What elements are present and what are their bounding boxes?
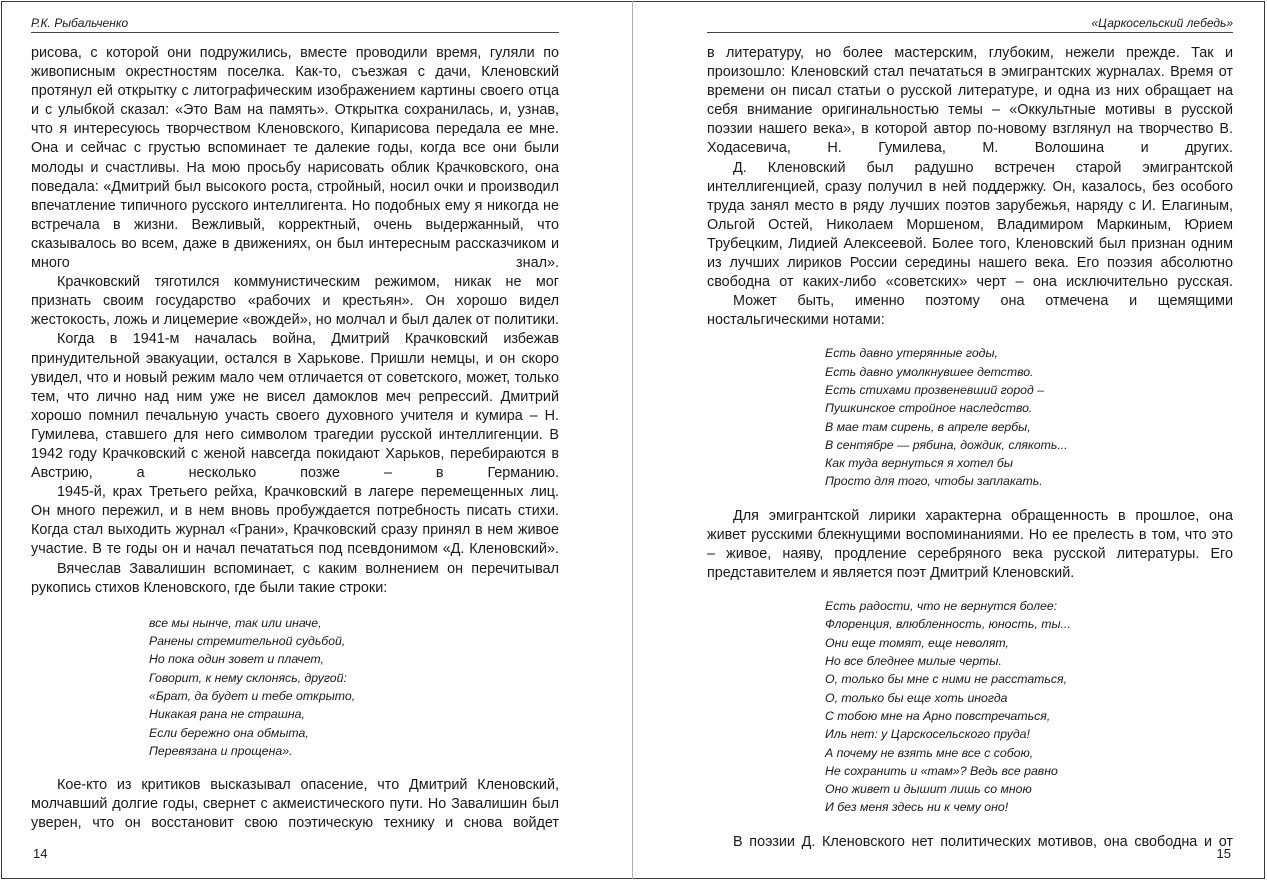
paragraph: Крачковский тяготился коммунистическим режимом, никак не мог признать своим государство «рабочих и крестьян». Он хорошо видел жестокость, ложь и лицемерие «вождей», но молчал и был далек от политики.: [31, 274, 559, 329]
verse-line: Но пока один зовет и плачет,: [149, 652, 324, 667]
verse-line: Как туда вернуться я хотел бы: [825, 456, 1013, 471]
verse-line: Просто для того, чтобы заплакать.: [825, 474, 1043, 489]
verse-line: Ранены стремительной судьбой,: [149, 634, 346, 649]
running-head-author: Р.К. Рыбальченко: [31, 16, 129, 30]
verse-line: Перевязана и прощена».: [149, 743, 293, 758]
paragraph: в литературу, но более мастерским, глубоким, нежели прежде. Так и произошло: Кленовский стал печататься в эмигрантских журналах. Время от времени он писал статьи о русской литературе, и одна из них обращает на себя внимание оригинальностью темы – «Оккультные мотивы в русской поэзии нашего века», в которой автор по-новому взглянул на творчество В. Ходасевича, Н. Гумилева, М. Волошина и других.: [707, 45, 1233, 157]
verse-line: Но все бледнее милые черты.: [825, 654, 1002, 669]
page-number-left: 14: [33, 846, 48, 861]
left-page-text: [31, 44, 559, 833]
page-fold: [632, 1, 633, 879]
verse-line: И без меня здесь ни к чему оно!: [825, 800, 1009, 815]
paragraph: Может быть, именно поэтому она отмечена и щемящими ностальгическими нотами:: [707, 293, 1233, 329]
verse-line: Иль нет: у Царскосельского пруда!: [825, 727, 1030, 742]
paragraph: рисова, с которой они подружились, вместе проводили время, гуляли по живописным окрестностям поселка. Как-то, съезжая с дачи, Кленовский протянул ей открытку с литографическим изображением картины своего отца и с улыбкой сказал: «Это Вам на память». Открытка сохранилась, и, узнав, что я интересуюсь творчеством Кленовского, Кипарисова передала ее мне. Она и сейчас с грустью вспоминает те далекие годы, когда все они были молоды и счастливы. На мою просьбу нарисовать облик Крачковского, она поведала: «Дмитрий был высокого роста, стройный, носил очки и производил впечатление типичного русского интеллигента. Но подобных ему я никогда не встречала в жизни. Вежливый, корректный, очень выдержанный, что сказывалось во всем, даже в движениях, он был интересным рассказчиком и много знал».: [31, 45, 559, 272]
verse-line: О, только бы еще хоть иногда: [825, 690, 1008, 705]
verse-line: Есть давно утерянные годы,: [825, 346, 998, 361]
verse-line: В мае там сирень, в апреле вербы,: [825, 419, 1031, 434]
paragraph: Когда в 1941-м началась война, Дмитрий Крачковский избежав принудительной эвакуации, остался в Харькове. Пришли немцы, и он скоро увидел, что и новый режим мало чем отличается от советского, может, только тем, что лично над ним уже не висел дамоклов меч репрессий. Дмитрий хорошо помнил печальную участь своего духовного учителя и кумира – Н. Гумилева, ставшего для него символом трагедии русской интеллигенции. В 1942 году Крачковский с женой навсегда покидают Харьков, перебираются в Австрию, а несколько позже – в Германию.: [31, 331, 559, 482]
verse-line: А почему не взять мне все с собою,: [825, 745, 1034, 760]
verse-line: Если бережно она обмыта,: [149, 725, 309, 740]
verse-line: Есть радости, что не вернутся более:: [825, 599, 1058, 614]
running-head-title: «Царкосельский лебедь»: [1091, 16, 1233, 30]
paragraph: В поэзии Д. Кленовского нет политических мотивов, она свободна и от: [733, 833, 1233, 850]
verse-line: Флоренция, влюбленность, юность, ты...: [825, 617, 1071, 632]
poem-quote: [825, 344, 1233, 490]
verse-line: Есть стихами прозвеневший город –: [825, 383, 1045, 397]
verse-line: Не сохранить и «там»? Ведь все равно: [825, 763, 1058, 778]
verse-line: Говорит, к нему склонясь, другой:: [149, 670, 347, 685]
right-page: [707, 0, 1233, 878]
page-number-right: 15: [1216, 846, 1231, 861]
verse-line: Пушкинское стройное наследство.: [825, 401, 1033, 416]
paragraph: Кое-кто из критиков высказывал опасение, что Дмитрий Кленовский, молчавший долгие годы, свернет с акмеистического пути. Но Завалишин был уверен, что он восстановит свою поэтическую технику и снова войдет: [31, 777, 559, 832]
poem-quote: [149, 614, 559, 760]
verse-line: С тобою мне на Арно повстречаться,: [825, 708, 1051, 723]
right-page-text: [707, 44, 1233, 852]
left-page: [31, 0, 559, 878]
paragraph: 1945-й, крах Третьего рейха, Крачковский в лагере перемещенных лиц. Он много пережил, и в нем вновь пробуждается потребность писать стихи. Когда стал выходить журнал «Грани», Крачковский сразу принял в нем живое участие. В те годы он и начал печататься под псевдонимом «Д. Кленовский».: [31, 484, 559, 558]
verse-line: Есть давно умолкнувшее детство.: [825, 364, 1034, 379]
verse-line: Никакая рана не страшна,: [149, 707, 305, 722]
paragraph: Для эмигрантской лирики характерна обращенность в прошлое, она живет русскими блекнущими воспоминаниями. Но ее прелесть в том, что это – живое, наяву, продление серебряного века русской литературы. Его представителем и является поэт Дмитрий Кленовский.: [707, 507, 1233, 582]
paragraph: Вячеслав Завалишин вспоминает, с каким волнением он перечитывал рукопись стихов Кленовского, где были такие строки:: [31, 560, 559, 596]
verse-line: В сентябре — рябина, дождик, слякоть...: [825, 437, 1068, 452]
paragraph: Д. Кленовский был радушно встречен старой эмигрантской интеллигенцией, сразу получил в ней поддержку. Он, казалось, без особого труда занял место в ряду лучших поэтов зарубежья, наряду с И. Елагиным, Ольгой Остей, Николаем Моршеном, Владимиром Маркиным, Юрием Трубецким, Лидией Алексеевой. Более того, Кленовский был признан одним из лучших лириков России середины нашего века. Его поэзия абсолютно свободна от каких-либо «советских» черт – она исключительно русская.: [707, 159, 1233, 291]
verse-line: все мы нынче, так или иначе,: [149, 615, 322, 630]
verse-line: «Брат, да будет и тебе открыто,: [149, 688, 356, 703]
verse-line: Они еще томят, еще неволят,: [825, 635, 1009, 650]
verse-line: О, только бы мне с ними не расстаться,: [825, 672, 1068, 687]
poem-quote: [825, 597, 1233, 817]
running-head-right: [707, 14, 1233, 33]
verse-line: Оно живет и дышит лишь со мною: [825, 782, 1032, 797]
running-head-left: [31, 14, 559, 33]
